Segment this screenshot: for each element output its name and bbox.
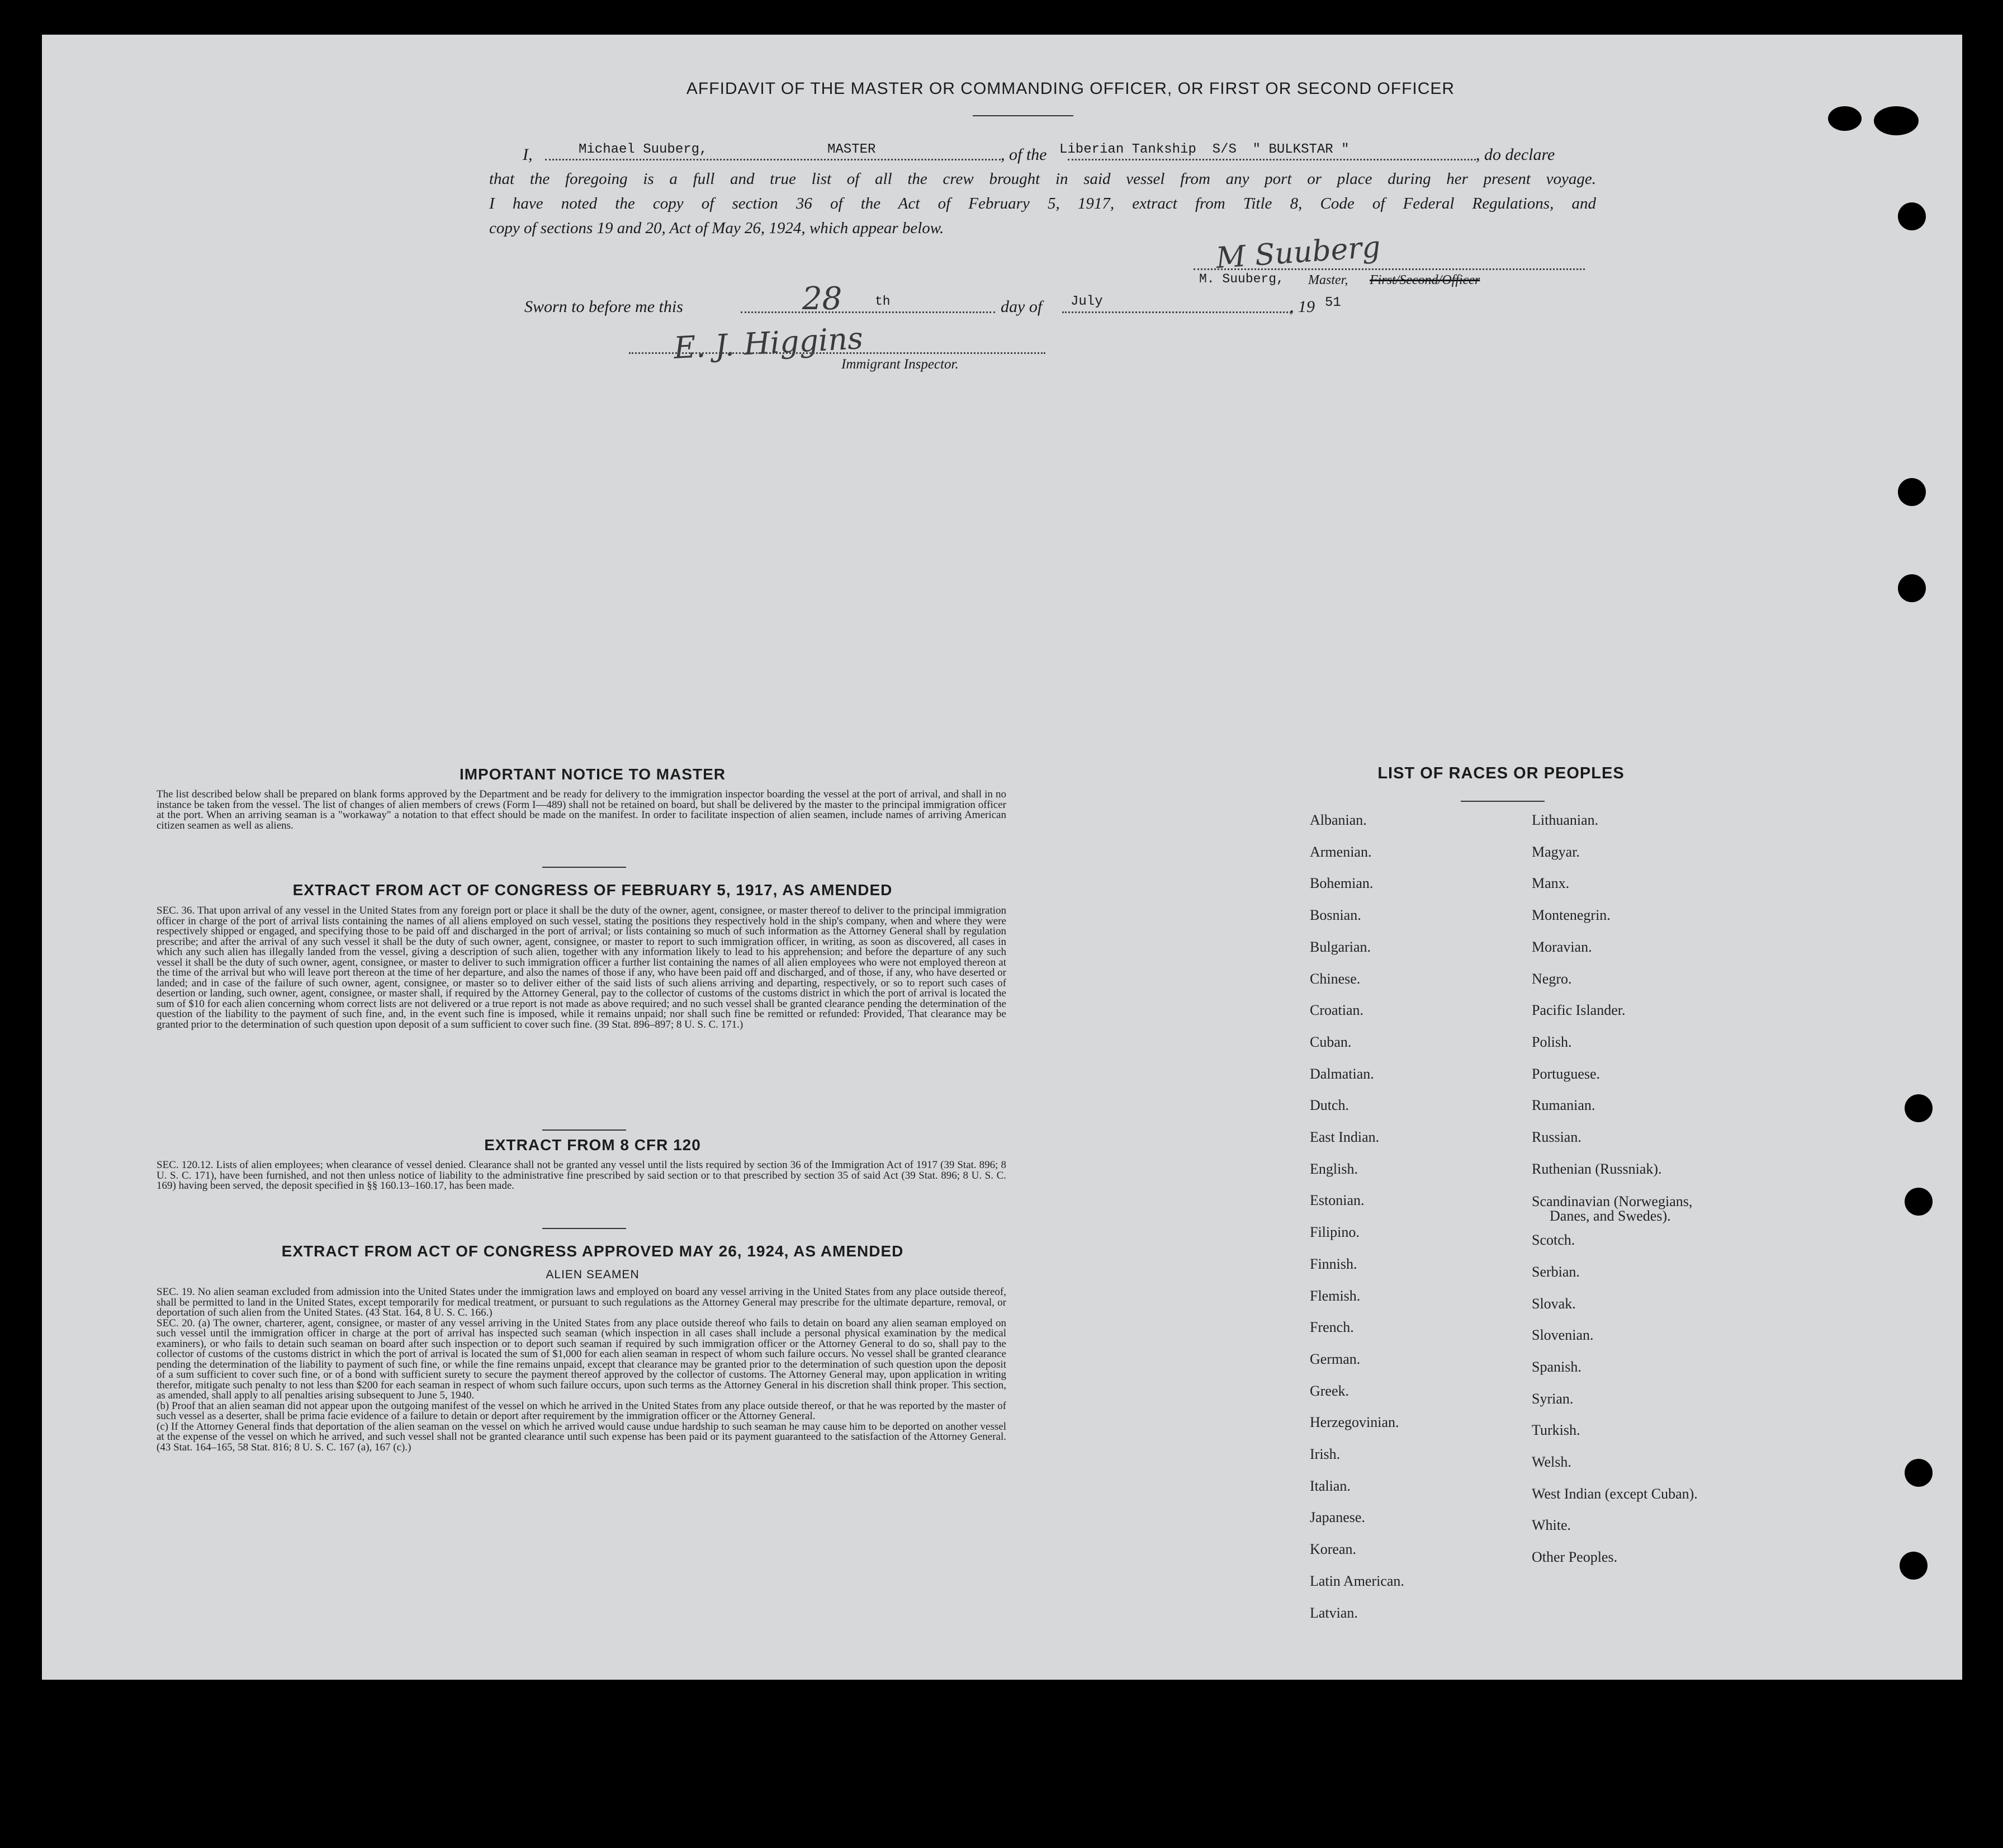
race-entry: Slovenian. (1532, 1327, 1594, 1344)
race-entry: Welsh. (1532, 1454, 1571, 1470)
document-page (42, 35, 1962, 1680)
affidavit-line-4: copy of sections 19 and 20, Act of May 26, 1924, which appear below. (489, 219, 944, 237)
race-entry: Manx. (1532, 875, 1570, 892)
race-entry: Pacific Islander. (1532, 1002, 1626, 1019)
race-entry: Dalmatian. (1310, 1065, 1374, 1082)
race-entry: Greek. (1310, 1382, 1349, 1399)
race-entry: Japanese. (1310, 1509, 1365, 1526)
sec-20b-text: (b) Proof that an alien seaman did not appear upon the outgoing manifest of the vessel on which he arrived in the United States from any place outside thereof, or that he was reported by the master of such vessel as a deserter, shall be prima facie evidence of a failure to detain or deport after requirement by the immigration officer or the Attorney General. (157, 1400, 1006, 1422)
binder-hole (1898, 478, 1926, 506)
year-prefix: , 19 (1290, 297, 1315, 316)
race-entry: Turkish. (1532, 1422, 1580, 1439)
race-entry: Dutch. (1310, 1097, 1349, 1114)
master-handwritten-signature: M Suuberg (1215, 230, 1382, 276)
inspector-handwritten-signature: E. J. Higgins (673, 320, 864, 366)
race-entry: Flemish. (1310, 1287, 1361, 1304)
race-entry: West Indian (except Cuban). (1532, 1485, 1698, 1502)
race-entry: Cuban. (1310, 1033, 1352, 1050)
race-entry: English. (1310, 1160, 1358, 1177)
extract-1924-title: EXTRACT FROM ACT OF CONGRESS APPROVED MAY 26, 1924, AS AMENDED (281, 1242, 904, 1260)
race-entry: Montenegrin. (1532, 907, 1611, 924)
race-entry: Italian. (1310, 1477, 1351, 1494)
affidavit-line-2: that the foregoing is a full and true list of all the crew brought in said vessel from any port or place during her present voyage. (489, 170, 1596, 188)
race-entry: Spanish. (1532, 1358, 1581, 1375)
signer-title-struck: First/Second/Officer (1370, 273, 1480, 287)
race-entry: Bohemian. (1310, 875, 1374, 892)
race-entry: French. (1310, 1319, 1354, 1336)
race-entry: Albanian. (1310, 812, 1367, 828)
title-rule (973, 115, 1073, 116)
race-entry: Chinese. (1310, 970, 1361, 987)
race-entry: German. (1310, 1350, 1361, 1367)
sworn-day-handwritten: 28 (802, 281, 842, 317)
extract-1917-title: EXTRACT FROM ACT OF CONGRESS OF FEBRUARY 5, 1917, AS AMENDED (292, 881, 893, 899)
sworn-day-line (741, 311, 995, 313)
sec-20a-text: SEC. 20. (a) The owner, charterer, agent, consignee, or master of any vessel arriving in the United States from any place outside thereof who fails to detain on board any alien seaman employed on such vessel until the immigration officer in charge at the port of arrival has inspected such seaman (which inspection in all cases shall include a personal physical examination by the medical examiners), or who fails to detain such seaman on board after such inspection or to deport such seaman if required by such immigration officer or the Attorney General to do so, shall pay to the collector of customs of the customs district in which the port of arrival is located the sum of $1,000 for each alien seaman in respect of whom such failure occurs. No vessel shall be granted clearance pending the determination of the liability to payment of such fine, or while the fine remains unpaid, except that clearance may be granted prior to the determination of such question upon the deposit of a sum sufficient to cover such fine, or of a bond with sufficient surety to secure the payment thereof approved by the collector of customs. The Attorney General may, upon application in writing therefor, mitigate such penalty to not less than $200 for each seaman in respect of whom such failure occurs, upon such terms as the Attorney General in his discretion shall think proper. This section, as amended, shall apply to all penalties arising subsequent to June 5, 1940. (157, 1317, 1006, 1401)
race-entry: Ruthenian (Russniak). (1532, 1160, 1662, 1177)
binder-hole (1874, 106, 1919, 135)
sworn-year: 51 (1325, 295, 1341, 310)
extract-1917-text: SEC. 36. That upon arrival of any vessel in the United States from any foreign port or place it shall be the duty of the owner, agent, consignee, or master thereof to deliver to the principal immigration officer in charge of the port of arrival lists containing the names of all aliens employed on such vessel, stating the positions they respectively hold in the ship's company, when and where they were respectively shipped or engaged, and specifying those to be paid off and discharged in the port of arrival; or lists containing so much of such information as the Attorney General shall by regulation prescribe; and after the arrival of any such vessel it shall be the duty of such owner, agent, consignee, or master to report to such immigration officer, in writing, as soon as discovered, all cases in which any such alien has illegally landed from the vessel, giving a description of such alien, together with any information likely to lead to his apprehension; and before the departure of any such vessel it shall be the duty of such owner, agent, consignee, or master to deliver to such immigration officer a further list containing the names of all alien employees who were not employed thereon at the time of the arrival but who will leave port thereon at the time of her departure, and also the names of those if any, who have been paid off and discharged, and of those, if any, who have deserted or landed; and in case of the failure of such owner, agent, consignee, or master so to deliver either of the said lists of such aliens arriving and departing, respectively, or so to report such cases of desertion or landing, such owner, agent, consignee, or master shall, if required by the Attorney General, pay to the collector of customs of the customs district in which the port of arrival is located the sum of $10 for each alien concerning whom correct lists are not delivered or a true report is not made as above required; and no such vessel shall be granted clearance pending the determination of the question of the liability to the payment of such fine, and, in the event such fine is imposed, while it remains unpaid; nor shall such fine be remitted or refunded: Provided, That clearance may be granted prior to the determination of such question upon deposit of a sum sufficient to cover such fine. (39 Stat. 896–897; 8 U. S. C. 171.) (157, 905, 1006, 1031)
race-entry: Croatian. (1310, 1002, 1364, 1019)
race-entry: Serbian. (1532, 1263, 1580, 1280)
notice-rule (542, 867, 626, 868)
race-entry: Russian. (1532, 1129, 1581, 1145)
races-left-column (1310, 812, 1522, 1684)
sec-19-text: SEC. 19. No alien seaman excluded from admission into the United States under the immigration laws and employed on board any vessel arriving in the United States from any place outside thereof, shall be permitted to land in the United States, except temporarily for medical treatment, or pursuant to such regulations as the Attorney General may prescribe for the ultimate departure, removal, or deportation of such alien from the United States. (43 Stat. 164, 8 U. S. C. 166.) (157, 1286, 1006, 1318)
races-rule (1461, 801, 1545, 802)
signer-typed-name: M. Suuberg, (1199, 272, 1284, 286)
race-entry: White. (1532, 1517, 1571, 1534)
day-of-label: day of (1001, 297, 1043, 316)
do-declare-label: , do declare (1476, 145, 1555, 164)
vessel-name-field: Liberian Tankship S/S " BULKSTAR " (1059, 142, 1349, 157)
binder-hole (1905, 1188, 1933, 1216)
name-field-line (545, 159, 1001, 160)
notice-text: The list described below shall be prepared on blank forms approved by the Department and be ready for delivery to the immigration inspector boarding the vessel at the port of arrival, and shall in no instance be taken from the vessel. The list of changes of alien members of crews (Form I—489) shall not be retained on board, but shall be delivered by the master to the principal immigration officer at the port. When an arriving seaman is a "workaway" a notation to that effect should be made on the manifest. In order to facilitate inspection of alien seamen, include names of arriving American citizen seamen as well as aliens. (157, 788, 1006, 831)
inspector-line (629, 352, 1045, 354)
race-entry: Armenian. (1310, 843, 1372, 860)
race-entry: Slovak. (1532, 1295, 1576, 1312)
race-entry: Herzegovinian. (1310, 1414, 1399, 1431)
sworn-day-suffix: th (875, 294, 891, 309)
of-the-label: , of the (1001, 145, 1047, 164)
affidavit-title: AFFIDAVIT OF THE MASTER OR COMMANDING OFFICER, OR FIRST OR SECOND OFFICER (686, 79, 1455, 98)
extract-cfr-title: EXTRACT FROM 8 CFR 120 (484, 1136, 701, 1154)
race-entry: Korean. (1310, 1541, 1357, 1558)
master-name-field: Michael Suuberg, (579, 142, 708, 157)
sworn-month: July (1071, 294, 1103, 309)
race-entry: Danes, and Swedes). (1550, 1208, 1671, 1225)
binder-hole (1905, 1459, 1933, 1487)
races-title: LIST OF RACES OR PEOPLES (1377, 764, 1625, 782)
signature-line (1194, 268, 1585, 270)
extract-1924-body (157, 1287, 1006, 1453)
binder-hole (1898, 202, 1926, 230)
race-entry: Rumanian. (1532, 1097, 1595, 1114)
race-entry: Bulgarian. (1310, 938, 1371, 955)
race-entry: Moravian. (1532, 938, 1592, 955)
binder-hole (1898, 574, 1926, 602)
race-entry: Finnish. (1310, 1255, 1357, 1272)
race-entry: Negro. (1532, 970, 1572, 987)
alien-seamen-subtitle: ALIEN SEAMEN (546, 1268, 640, 1281)
sworn-label: Sworn to before me this (524, 297, 683, 316)
affidavit-line-3: I have noted the copy of section 36 of the Act of February 5, 1917, extract from Title 8, Code of Federal Regulations, and (489, 195, 1596, 212)
race-entry: Syrian. (1532, 1390, 1574, 1407)
notice-title: IMPORTANT NOTICE TO MASTER (459, 765, 726, 783)
i-label: I, (523, 145, 533, 164)
race-entry: Polish. (1532, 1033, 1572, 1050)
inspector-label: Immigrant Inspector. (841, 357, 959, 372)
race-entry: Filipino. (1310, 1224, 1360, 1241)
binder-hole (1905, 1094, 1933, 1122)
binder-hole (1900, 1552, 1928, 1580)
extract-cfr-rule (542, 1228, 626, 1229)
race-entry: Scandinavian (Norwegians, (1532, 1193, 1693, 1210)
binder-hole (1828, 106, 1862, 131)
race-entry: Lithuanian. (1532, 812, 1599, 828)
race-entry: Portuguese. (1532, 1065, 1600, 1082)
sworn-month-line (1062, 311, 1291, 313)
extract-cfr-text: SEC. 120.12. Lists of alien employees; when clearance of vessel denied. Clearance shall not be granted any vessel until the lists required by section 36 of the Immigration Act of 1917 (39 Stat. 896; 8 U. S. C. 171), have been furnished, and not then unless notice of liability to the administrative fine prescribed by said section or to that prescribed by section 35 of said Act (39 Stat. 896; 8 U. S. C. 169) having been served, the deposit specified in §§ 160.13–160.17, has been made. (157, 1159, 1006, 1192)
race-entry: Scotch. (1532, 1232, 1575, 1249)
race-entry: Latvian. (1310, 1604, 1358, 1621)
signer-title: Master, (1308, 273, 1348, 287)
race-entry: Magyar. (1532, 843, 1580, 860)
extract-1917-rule (542, 1129, 626, 1131)
race-entry: East Indian. (1310, 1129, 1380, 1145)
race-entry: Latin American. (1310, 1572, 1404, 1589)
races-right-column (1532, 812, 1867, 1684)
rank-field: MASTER (827, 142, 876, 157)
vessel-field-line (1068, 159, 1476, 160)
sec-20c-text: (c) If the Attorney General finds that deportation of the alien seaman on the vessel on which he arrived would cause undue hardship to such seaman he may cause him to be deported on another vessel at the expense of the vessel on which he arrived, and such vessel shall not be granted clearance until such expense has been paid or its payment guaranteed to the satisfaction of the Attorney General. (43 Stat. 164–165, 58 Stat. 816; 8 U. S. C. 167 (a), 167 (c).) (157, 1420, 1006, 1453)
race-entry: Irish. (1310, 1446, 1341, 1462)
race-entry: Bosnian. (1310, 907, 1361, 924)
race-entry: Other Peoples. (1532, 1549, 1618, 1566)
race-entry: Estonian. (1310, 1192, 1365, 1209)
